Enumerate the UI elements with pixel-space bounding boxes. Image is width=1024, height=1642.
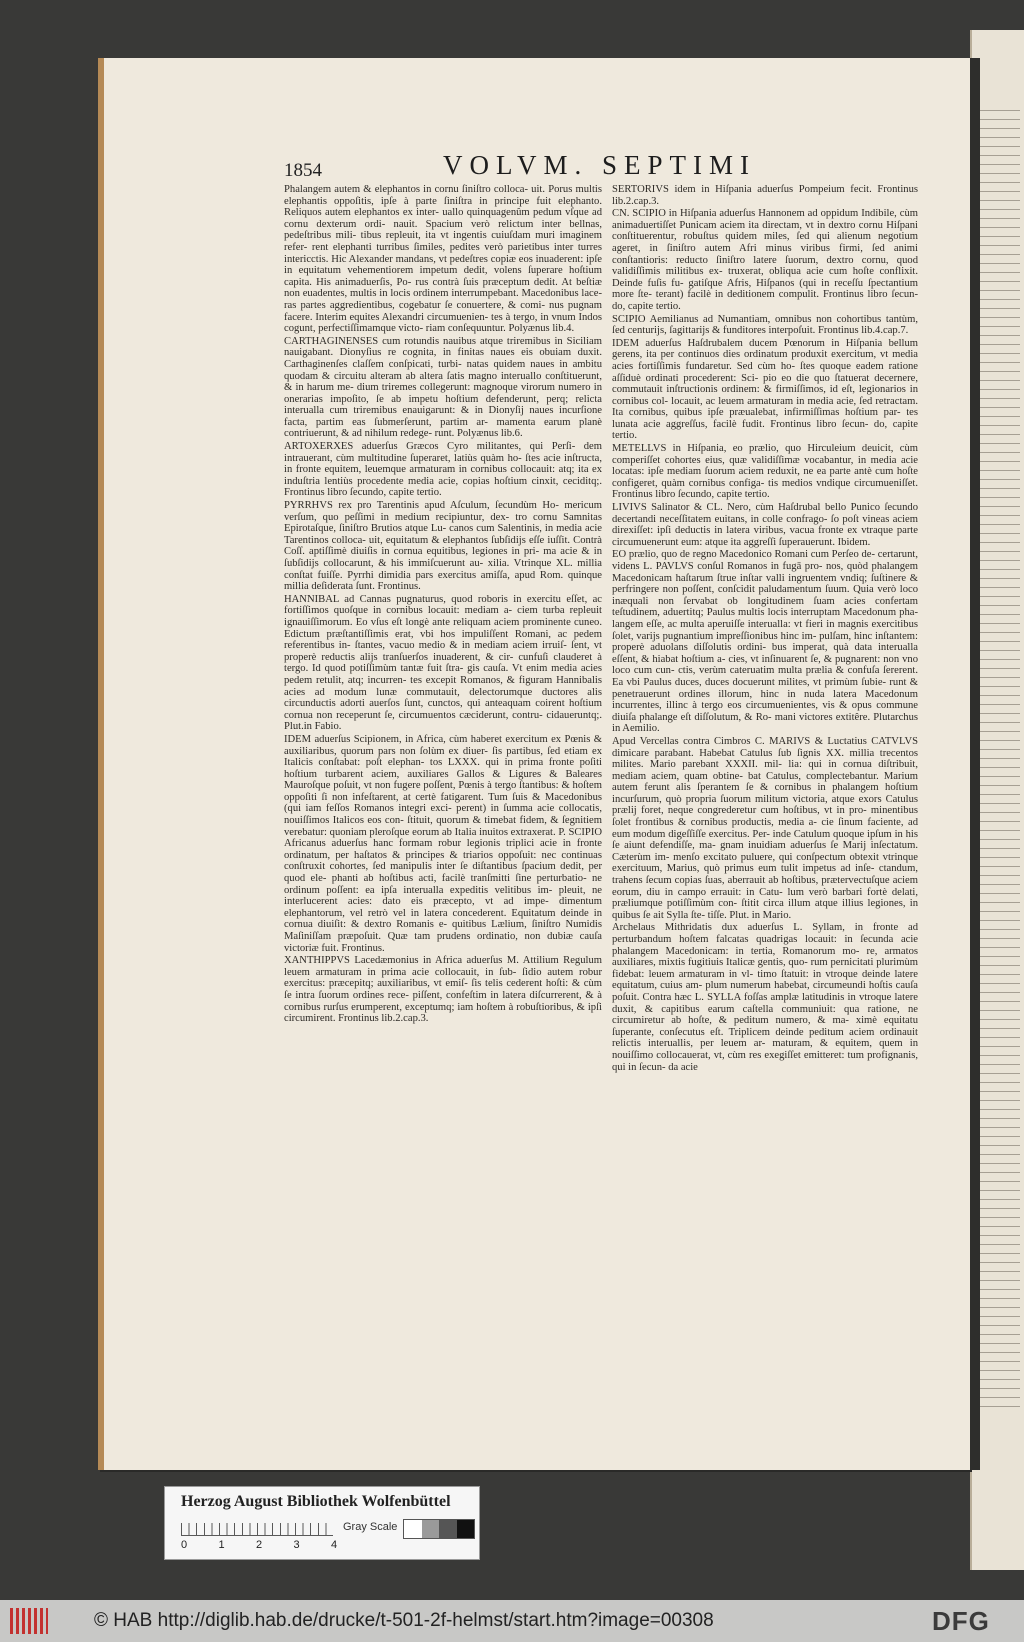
ruler-number: 0 [180,1539,188,1551]
copyright-link[interactable]: © HAB http://diglib.hab.de/drucke/t-501-2f-helmst/start.htm?image=00308 [94,1610,714,1631]
gray-scale-patches [403,1519,475,1539]
paragraph: LIVIVS Salinator & CL. Nero, cùm Haſdrubal bello Punico ſecundo decertandi neceſſitatem euitans, in colle confrago- ſo poſt vineas aciem direxiſſet: ipſi deductis in latera viribus, vacua fronte ex vtraque parte circumuenerunt eum: atque ita aggreſſi ſuperauerunt. Ibidem. [612,502,918,548]
hab-logo-icon [10,1608,48,1634]
viewer-footer [0,1600,1024,1642]
page-header [98,150,964,184]
paragraph: SCIPIO Aemilianus ad Numantiam, omnibus non cohortibus tantùm, ſed centurijs, ſagittarijs & funditores interpoſuit. Frontinus lib.4.cap.7. [612,313,918,337]
page-edge [970,58,980,1470]
paragraph: CN. SCIPIO in Hiſpania aduerſus Hannonem ad oppidum Indibile, cùm animaduertiſſet Punicam aciem ita directam, vt in dextro cornu Hiſpani conſtituerentur, robuſtus quidem miles, ſed qui alienum negotium ageret, in ſiniſtro autem Afri minus viribus firmi, ſed animi conſtantioris: reducto ſiniſtro latere ſuorum, dextro cornu, quod validiſſimis militibus ex- truxerat, obliqua acie cum hoſte conflixit. Deinde fuſis fu- gatiſque Afris, Hiſpanos (qui in receſſu ſpectantium more ſte- terant) facilè in deditionem compulit. Frontinus libro ſecun- do, capite tertio. [612,208,918,312]
gray-patch [457,1520,475,1538]
ruler-number: 4 [330,1539,338,1551]
paragraph: Archelaus Mithridatis dux aduerſus L. Syllam, in fronte ad perturbandum hoſtem falcatas quadrigas locauit: in ſecunda acie phalangem Macedonicam: in tertia, Romanorum mo- re, armatos auxiliares, mixtis fugitiuis Italicæ gentis, quo- rum pernicitati plurimùm fidebat: leuem armaturam in vl- timo ſtatuit: in vtroque deinde latere equitatum, cuius am- plum numerum habebat, circumeundi hoſtis cauſa poſuit. Contra hæc L. SYLLA foſſas amplæ latitudinis in vtroque latere duxit, & capitibus earum caſtella communiuit: qua ratione, ne circumiretur ab hoſte, & peditum numero, & ma- ximè equitatu ſuperante, conſecutus eſt. Triplicem deinde peditum aciem ordinauit relictis interuallis, per leuem ar- maturam, & equitem, quem in nouiſſimo collocauerat, vt, cùm res exegiſſet emitteret: tum profignanis, qui in ſecun- da acie [612,922,918,1073]
paragraph: PYRRHVS rex pro Tarentinis apud Aſculum, ſecundùm Ho- mericum verſum, quo peſſimi in medium recipiuntur, dex- tro cornu Samnitas Epirotaſque, ſiniſtro Brutios atque Lu- canos cum Salentinis, in media acie Tarentinos colloca- uit, equitatum & elephantos ſubſidijs eſſe iuſſit. Contrà Coſſ. aptiſſimè diuiſis in cornua equitibus, legiones in pri- ma acie & in ſubſidijs collocarunt, & his immiſcuerunt au- xilia. Vtrinque XL. millia conſtat fuiſſe. Pyrrhi dimidia pars exercitus amiſſa, apud Rom. quinque millia deſiderata ſunt. Frontinus. [284,500,602,593]
gray-patch [422,1520,440,1538]
paragraph: IDEM aduerſus Haſdrubalem ducem Pœnorum in Hiſpania bellum gerens, ita per continuos dies ordinatum produxit exercitum, vt media acies fortiſſimis fundaretur. Sed cùm ho- ſtes quoque eadem ratione aſſiduè ordinati procederent: Sci- pio eo die quo ſtatuerat decernere, commutauit inſtructionis ordinem: & firmiſſimos, id eſt, legionarios in cornibus col- locauit, ac leuem armaturam in media acie, ſed retractam. Ita cornibus, quibus ipſe præualebat, infirmiſſimas hoſtium par- tes lunata acie aggreſſus, facilè fudit. Frontinus libro ſecun- do, capite tertio. [612,337,918,442]
running-title: VOLVM. SEPTIMI [443,150,757,180]
right-text-column [612,184,918,1074]
left-text-column [284,184,602,1026]
paragraph: ARTOXERXES aduerſus Græcos Cyro militantes, qui Perſi- dem intrauerant, cùm multitudine ſuperaret, latiùs quàm ho- ſtes acie inſtructa, in fronte equitem, leuemque armaturam in cornibus collocauit: atq; ita ex induſtria lentiùs procedente media acie, copias hoſtium cinxit, ceciditq;. Frontinus libro ſecundo, capite tertio. [284,441,602,499]
paragraph: IDEM aduerſus Scipionem, in Africa, cùm haberet exercitum ex Pœnis & auxiliaribus, quorum pars non ſolùm ex diuer- ſis partibus, ſed etiam ex Italicis conſtabat: poſt elephan- tos LXXX. qui in prima fronte poſiti hoſtium turbarent aciem, auxiliares Gallos & Ligures & Baleares Mauroſque poſuit, vt non fugere poſſent, Pœnis à tergo ſtantibus: & hoſtem oppoſiti ſi non infeſtarent, at certè fatigarent. Tum ſuis & Macedonibus (qui iam feſſos Romanos integri exci- perent) in ſumma acie collocatis, nouiſſimos Italicos eos con- ſtituit, quorum & timebat fidem, & ſegnitiem verebatur: quoniam pleroſque eorum ab Italia inuitos extraxerat. P. SCIPIO Africanus aduerſus hanc formam robur legionis triplici acie in fronte ordinatum, per haſtatos & principes & triarios oppoſuit: nec continuas conſtruxit cohortes, ſed manipulis inter ſe diſtantibus ſpacium dedit, per quod ele- phanti ab hoſtibus acti, facilè tranſmitti ſine perturbatio- ne ordinum poſſent: ea ipſa interualla expeditis velitibus im- pleuit, ne interlucerent acies: dato eis præcepto, vt ad impe- dimentum elephantorum, vel retrò vel in latera concederent. Equitatum deinde in cornua diuiſit: & dextro Romanis e- quitibus Lælium, ſiniſtro Numidis Maſiniſſam præpoſuit. Quæ tam prudens ordinatio, non dubiæ cauſa victoriæ fuit. Frontinus. [284,733,602,954]
adjacent-page-text [980,110,1020,1410]
scale-ruler [181,1523,333,1536]
color-target-card [164,1486,480,1560]
paragraph: EO prælio, quo de regno Macedonico Romani cum Perſeo de- certarunt, videns L. PAVLVS conſul Romanos in fugā pro- nos, quòd phalangem Macedonicam haſtarum ſtrue inſtar valli ingruentem vndiq; ſuſtinere & perfringere non poſſent, conſcidit paludamentum ſuum. Quia verò loco inæquali non ſervabat ob longitudinem ſuam acies confertam teſtudinem, aduertitq; Paulus multis locis interruptam Macedonum pha- langem eſſe, ac multa aperuiſſe interualla: vt fieri in magnis exercitibus ſolet, varijs pugnantium impreſſionibus hinc im- pulſam, hinc inſtantem: properè aduolans diſſolutis ordini- bus imperat, quà data interualla eſſent, & hiabat hoſtium a- cies, vt inſinuarent ſe, & pugnarent: non vno loco cum cun- ctis, verùm cateruatim multa prælia & confuſa ſererent. Ea vbi Paulus duces, duces docuerunt milites, vt primùm ſubie- runt & penetrauerunt ordines illorum, hinc in nuda latera Macedonum incurrentes, illinc à tergo eos circumuenientes, vis & opus commune diuiſa phalange eſt diſſolutum, & Ro- mani victores extitêre. Plutarchus in Aemilio. [612,549,918,735]
dfg-logo: DFG [932,1606,990,1636]
gray-patch [439,1520,457,1538]
ruler-number: 1 [218,1539,225,1551]
gray-patch [404,1520,422,1538]
ruler-numbers [177,1539,341,1551]
paragraph: CARTHAGINENSES cum rotundis nauibus atque triremibus in Siciliam nauigabant. Dionyſius re cognita, in finitas naues eis obuiam duxit. Carthaginenſes claſſem conſpicati, turbi- natas quidem naues in ambitu quodam & circuitu alteram ab altera ſatis magno interuallo conſtituerunt, & in harum me- dium triremes collegerunt: magnoque virorum numero in onerarias impoſito, ſe ab impetu hoſtium defenderunt, perq; relicta interualla cum triremibus enauigarunt: & in Dionyſij naues incurſione facta, partim eas ſubmerſerunt, partim ar- mamenta earum planè contriuerunt, & ad nihilum redege- runt. Polyænus lib.6. [284,335,602,440]
paragraph: SERTORIVS idem in Hiſpania aduerſus Pompeium fecit. Frontinus lib.2.cap.3. [612,184,918,207]
gray-scale-label: Gray Scale [343,1521,398,1533]
ruler-number: 3 [293,1539,300,1551]
paragraph: HANNIBAL ad Cannas pugnaturus, quod roboris in exercitu eſſet, ac fortiſſimos quoſque in cornibus locauit: mediam a- ciem turba repleuit ignauiſſimorum. Eo vſus eſt longè ante reliquam aciem prominente cuneo. Edictum præſtantiſſimis erat, vbi hos impuliſſent Romani, ac pedem referentibus in- ſtantes, vacuo medio & in mediam aciem irruiſ- ſent, vt properè reductis alijs tranſuerſos inuaderent, & cir- cunfuſi clauderet à tergo. Id quod potiſſimùm tantæ fuit ſtra- gis cauſa. Vt enim media acies pedem retulit, atq; incurren- tes excepit Romanos, & figuram Hannibalis acies ad modum lunæ commutauit, delectorumque ductores alis circunductis adorti auerſos ſunt, cunctos, qui anteaquam coirent hoſtium cornua non receperunt ſe, circumuentos cæciderunt, contru- cidaueruntq;. Plut.in Fabio. [284,593,602,733]
page-number: 1854 [284,160,322,181]
library-name: Herzog August Bibliothek Wolfenbüttel [181,1493,451,1510]
paragraph: XANTHIPPVS Lacedæmonius in Africa aduerſus M. Attilium Regulum leuem armaturam in prima acie collocauit, in ſub- ſidio autem robur exercitus: præcepitq; auxiliaribus, vt emiſ- ſis telis cederent hoſti: & cùm ſe intra ſuorum ordines rece- piſſent, confeſtim in latera diſcurrerent, & à cornibus rurſus erumperent, exceptumq; iam hoſtem à robuſtioribus, & ipſi circumirent. Frontinus lib.2.cap.3. [284,955,602,1025]
paragraph: Apud Vercellas contra Cimbros C. MARIVS & Luctatius CATVLVS dimicare parabant. Habebat Catulus ſub ſignis XX. millia trecentos milites. Mario parebant XXXII. mil- lia: qui in cornua diſtribuit, mediam aciem, quam obtine- bat Catulus, complectebantur. Marium autem ferunt alis ſperantem ſe & cornibus in phalangem hoſtium incurſurum, quò propria ſuorum militum victoria, atque exors Catulus prælij foret, neque congrederetur cum hoſtibus, vt in pro- minentibus ſolet frontibus & cornibus productis, media a- cie ſinum faciente, ad eum modum digeſſiſſe exercitus. Per- inde Catulum quoque ipſum in his ſe aiunt defendiſſe, ma- gnam inuidiam aduerſus ſe Marij inſectatum. Cæterùm im- menſo excitato puluere, qui conſpectum obtexit vtrinque exercituum, Marius, quò primus eum tulit impetus ad inſe- ctandum, trahens ſecum copias ſuas, aberrauit ab hoſtibus, prætervectuſque aciem eorum, diu in campo errauit: in Catu- lum verò barbari fortè delati, præliumque potiſſimùm con- ſtitit circa illum atque illius legiones, in quibus ſe ait Sylla ſte- tiſſe. Plut. in Mario. [612,735,918,921]
paragraph: Phalangem autem & elephantos in cornu ſiniſtro colloca- uit. Porus multis elephantis oppoſitis, ipſe à parte ſiniſtra in principe fuit elephanto. Reliquos autem elephantos ex inter- uallo quinquagenûm pedum vſque ad cornu dexterum ordi- nauit. Spacium verò relictum inter bellnas, pedeſtribus mili- tibus repleuit, ita vt ingentis cuiuſdam muri imaginem refer- rent elephanti turribus ſimiles, pedites verò parietibus inter turres intericctis. Hic Alexander mandans, vt pedeſtres copiæ eos inuaderent: ipſe in equitatum vehementiorem impetum dedit, volens ſuperare hoſtium capita. His animaduerſis, Po- rus contrà ſuis præceptum dedit. At beſtiæ non euadentes, multis in locis ordinem interrumpebant. Macedonibus lace- ras partes aggredientibus, cogebatur ſe conuertere, & comi- nus pugnam facere. Interim equites Alexandri circumuenien- tes à tergo, in vnum Indos cogunt, perfectiſſimamque victo- riam conſequuntur. Polyænus lib.4. [284,184,602,335]
paragraph: METELLVS in Hiſpania, eo prælio, quo Hirculeium deuicit, cùm comperiſſet cohortes eius, quæ validiſſimæ vocabantur, in media acie locatas: ipſe mediam ſuorum aciem reduxit, ne ea parte antè cum hoſte configeret, quàm cornibus configa- tis medios vndique circumueniſſet. Frontinus libro ſecundo, capite tertio. [612,443,918,501]
ruler-number: 2 [255,1539,263,1551]
